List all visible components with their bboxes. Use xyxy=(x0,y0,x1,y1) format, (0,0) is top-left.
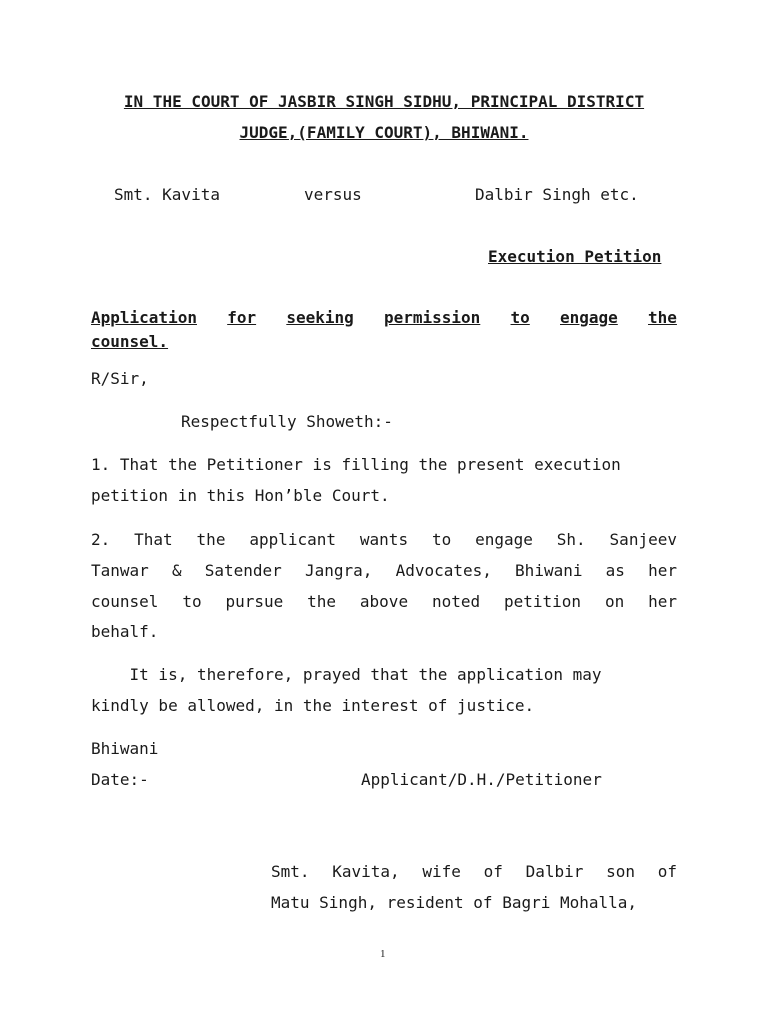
para2-word: Sh. xyxy=(556,530,586,549)
signatory-word: of xyxy=(657,862,677,881)
application-title-line2: counsel. xyxy=(91,332,169,351)
signatory-word: Kavita, xyxy=(332,862,400,881)
para2-word: Tanwar xyxy=(91,561,149,580)
application-title-word: to xyxy=(510,308,530,327)
versus-label: versus xyxy=(304,185,362,204)
signatory-details-line2: Matu Singh, resident of Bagri Mohalla, xyxy=(271,893,638,912)
para2-word: Bhiwani xyxy=(515,561,583,580)
date-label: Date:- xyxy=(91,770,149,789)
salutation: R/Sir, xyxy=(91,369,149,388)
signatory-details-line1 xyxy=(271,862,677,882)
prayer-line2: kindly be allowed, in the interest of justice. xyxy=(91,696,535,715)
para2-word: her xyxy=(648,592,677,611)
para2-word: above xyxy=(359,592,409,611)
para2-word: Satender xyxy=(204,561,282,580)
showeth-heading: Respectfully Showeth:- xyxy=(181,412,393,431)
para2-word: engage xyxy=(475,530,533,549)
para2-word: the xyxy=(307,592,337,611)
para2-word: the xyxy=(196,530,226,549)
signatory-word: son xyxy=(606,862,635,881)
para2-word: wants xyxy=(359,530,409,549)
page-number: 1 xyxy=(380,948,386,960)
application-title-word: seeking xyxy=(286,308,354,327)
signatory-label: Applicant/D.H./Petitioner xyxy=(361,770,602,789)
para2-word: applicant xyxy=(249,530,337,549)
para2-word: to xyxy=(431,530,452,549)
application-title-word: Application xyxy=(91,308,197,327)
para2-word: as xyxy=(605,561,625,580)
signatory-word: of xyxy=(483,862,503,881)
respondent-name: Dalbir Singh etc. xyxy=(475,185,639,204)
para2-word: on xyxy=(604,592,625,611)
signatory-word: Smt. xyxy=(271,862,310,881)
para2-word: Advocates, xyxy=(395,561,492,580)
application-title-line1 xyxy=(91,308,677,328)
application-title-word: engage xyxy=(560,308,618,327)
para2-line4: behalf. xyxy=(91,622,159,641)
para2-word: Jangra, xyxy=(304,561,373,580)
para2-word: pursue xyxy=(225,592,284,611)
para2-line2 xyxy=(91,561,677,581)
para2-line1 xyxy=(91,530,677,550)
para2-word: That xyxy=(134,530,173,549)
place: Bhiwani xyxy=(91,739,159,758)
case-type: Execution Petition xyxy=(488,247,662,266)
signatory-word: wife xyxy=(422,862,461,881)
para1-line2: petition in this Hon’ble Court. xyxy=(91,486,390,505)
para2-word: petition xyxy=(504,592,582,611)
petitioner-name: Smt. Kavita xyxy=(114,185,220,204)
para2-word: Sanjeev xyxy=(609,530,677,549)
application-title-word: permission xyxy=(383,308,481,327)
application-title-word: the xyxy=(648,308,677,327)
para2-word: counsel xyxy=(91,592,159,611)
application-title-word: for xyxy=(227,308,257,327)
para2-word: noted xyxy=(431,592,481,611)
court-heading-line1: IN THE COURT OF JASBIR SINGH SIDHU, PRINCIPAL DISTRICT xyxy=(123,92,645,111)
prayer-line1: It is, therefore, prayed that the application may xyxy=(91,665,602,684)
para2-line3 xyxy=(91,592,677,612)
para2-word: to xyxy=(182,592,202,611)
para2-word: her xyxy=(648,561,677,580)
para1-line1: 1. That the Petitioner is filling the present execution xyxy=(91,455,621,474)
signatory-word: Dalbir xyxy=(525,862,584,881)
para2-word: 2. xyxy=(91,530,111,549)
court-heading-line2: JUDGE,(FAMILY COURT), BHIWANI. xyxy=(239,123,529,142)
para2-word: & xyxy=(171,561,182,580)
